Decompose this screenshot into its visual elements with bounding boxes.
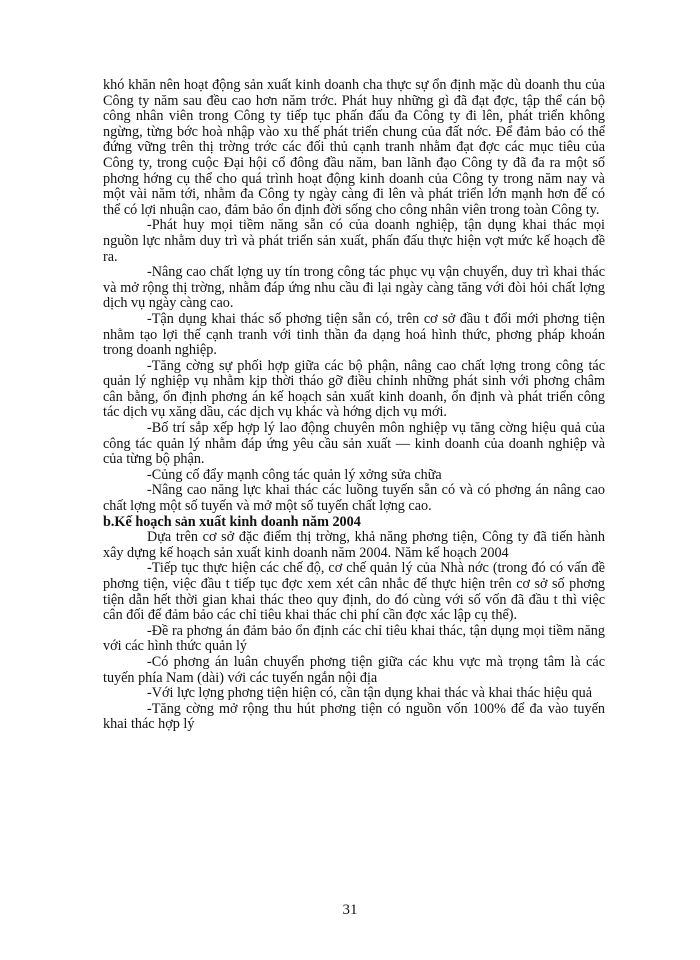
paragraph-item: -Tận dụng khai thác số phơng tiện sẵn có, trên cơ sở đầu t đổi mới phơng tiện nhằm tạo lợi thế cạnh tranh với tinh thần đa dạng hoá hình thức, phơng pháp khoán trong doanh nghiệp. [103,310,605,359]
paragraph-item: -Củng cố đẩy mạnh công tác quản lý xởng sửa chữa [147,466,442,483]
paragraph-item: -Có phơng án luân chuyển phơng tiện giữa các khu vực mà trọng tâm là các tuyến phía Nam (dài) với các tuyến ngắn nội địa [103,653,605,686]
section-heading: b.Kế hoạch sản xuất kinh doanh năm 2004 [103,513,361,530]
paragraph-item: -Tăng cờng mở rộng thu hút phơng tiện có nguồn vốn 100% để đa vào tuyến khai thác hợp lý [103,700,605,733]
paragraph-item: -Tiếp tục thực hiện các chế độ, cơ chế quản lý của Nhà nớc (trong đó có vấn đề phơng tiện, việc đầu t tiếp tục đợc xem xét cân nhắc để thực hiện trên cơ sở số phơng tiện dẫn hết thời gian khai thác theo quy định, do đó cùng với số vốn đã đầu t thì việc cân đối để đảm bảo các chỉ tiêu khai thác chi phí cần đợc xác lập cụ thể). [103,560,605,624]
paragraph-item: Dựa trên cơ sở đặc điểm thị trờng, khả năng phơng tiện, Công ty đã tiến hành xây dựng kế hoạch sản xuất kinh doanh năm 2004. Năm kế hoạch 2004 [103,529,605,561]
paragraph-intro: khó khăn nên hoạt động sản xuất kinh doanh cha thực sự ổn định mặc dù doanh thu của Công ty năm sau đều cao hơn năm trớc. Phát huy những gì đã đạt đợc, tập thể cán bộ công nhân viên trong Công ty tiếp tục phấn đấu đa Công ty đi lên, phát triển không ngừng, từng bớc hoà nhập vào xu thế phát triển chung của đất nớc. Để đảm bảo có thể đứng vững trên thị trờng trớc các đối thủ cạnh tranh nhằm đạt đợc các mục tiêu của Công ty, trong cuộc Đại hội cổ đông đầu năm, ban lãnh đạo Công ty đã đa ra một số phơng hớng cụ thể cho quá trình hoạt động kinh doanh của Công ty trong năm nay và một vài năm tới, nhằm đa Công ty ngày càng đi lên và phát triển lớn mạnh hơn để có thể có lợi nhuận cao, đảm bảo ổn định đời sống cho công nhân viên trong toàn Công ty. [103,77,605,218]
paragraph-item: -Nâng cao năng lực khai thác các luồng tuyến sẵn có và có phơng án nâng cao chất lợng một số tuyến và mở một số tuyến chất lợng cao. [103,482,605,515]
paragraph-item: -Tăng cờng sự phối hợp giữa các bộ phận, nâng cao chất lợng trong công tác quản lý nghiệp vụ nhằm kịp thời tháo gỡ điều chỉnh những phát sinh với phơng châm cân bằng, ổn định phơng án kế hoạch sản xuất kinh doanh, ổn định và phát triển công tác dịch vụ xăng dầu, các dịch vụ khác và hớng dịch vụ mới. [103,357,605,421]
paragraph-item: -Đề ra phơng án đảm bảo ổn định các chỉ tiêu khai thác, tận dụng mọi tiềm năng với các hình thức quản lý [103,622,605,655]
paragraph-item: -Với lực lợng phơng tiện hiện có, cần tận dụng khai thác và khai thác hiệu quả [147,685,593,702]
page-number: 31 [342,902,358,918]
document-body [103,78,605,733]
paragraph-item: -Bố trí sắp xếp hợp lý lao động chuyên môn nghiệp vụ tăng cờng hiệu quả của công tác quản lý nhằm đáp ứng yêu cầu sản xuất — kinh doanh của doanh nghiệp và của từng bộ phận. [103,420,605,468]
paragraph-item: -Nâng cao chất lợng uy tín trong công tác phục vụ vận chuyển, duy trì khai thác và mở rộng thị trờng, nhằm đáp ứng nhu cầu đi lại ngày càng tăng với đòi hỏi chất lợng dịch vụ ngày càng cao. [103,264,605,312]
paragraph-item: -Phát huy mọi tiềm năng sẵn có của doanh nghiệp, tận dụng khai thác mọi nguồn lực nhằm duy trì và phát triển sản xuất, phấn đấu thực hiện vợt mức kế hoạch đề ra. [103,217,605,265]
